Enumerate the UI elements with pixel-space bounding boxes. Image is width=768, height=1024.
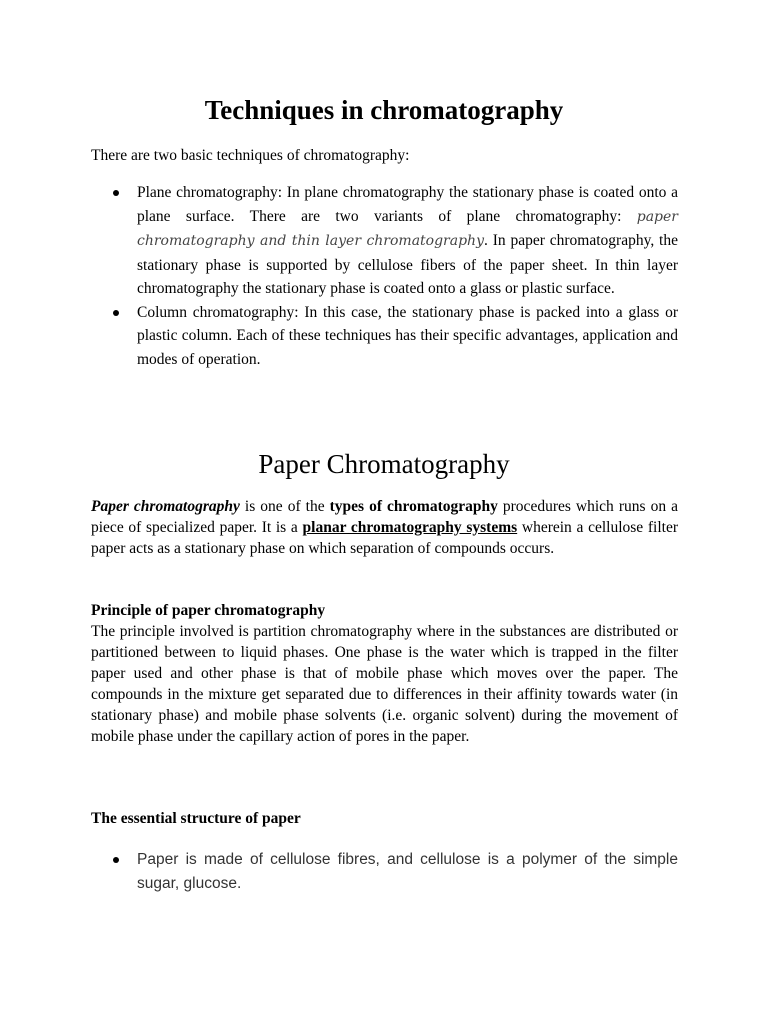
bullet-icon (113, 310, 119, 316)
plane-text-start: Plane chromatography: In plane chromatography the stationary phase is coated onto a plane surface. There are two variants of plane chromatography: (137, 184, 678, 225)
principle-heading: Principle of paper chromatography (91, 602, 326, 619)
column-text: Column chromatography: In this case, the stationary phase is packed into a glass or plastic column. Each of these techniques has their specific advantages, application and modes of operation. (137, 303, 678, 368)
section-title: Paper Chromatography (258, 449, 510, 479)
link-types-of-chromatography[interactable]: types of chromatography (329, 498, 498, 515)
document-title: Techniques in chromatography (204, 95, 564, 125)
list-item-column (91, 301, 678, 372)
list-item-cellulose (91, 848, 678, 895)
plane-variants-italic: paper chromatography and thin layer chromatography (137, 208, 678, 249)
term-paper-chromatography: Paper chromatography (91, 498, 240, 515)
paper-text-3: wherein a cellulose filter paper acts as a stationary phase on which separation of compounds occurs. (91, 519, 678, 557)
paper-text-1: is one of the (239, 498, 330, 515)
bullet-icon (113, 857, 119, 863)
paper-chromatography-paragraph (91, 496, 678, 559)
principle-section (91, 600, 678, 747)
structure-heading: The essential structure of paper (91, 810, 301, 827)
structure-list (91, 848, 678, 895)
intro-text: There are two basic techniques of chromatography: (91, 147, 410, 164)
list-item-plane (91, 181, 678, 301)
link-planar-chromatography[interactable]: planar chromatography systems (302, 519, 518, 536)
principle-text: The principle involved is partition chromatography where in the substances are distributed or partitioned between to liquid phases. One phase is the water which is trapped in the filter paper used and other phase is that of mobile phase which moves over the paper. The compounds in the mixture get separated due to differences in their affinity towards water (in stationary phase) and mobile phase solvents (i.e. organic solvent) during the movement of mobile phase under the capillary action of pores in the paper. (91, 623, 678, 745)
plane-text-end: . In paper chromatography, the stationary phase is supported by cellulose fibers of the paper sheet. In thin layer chromatography the stationary phase is coated onto a glass or plastic surface. (137, 232, 678, 297)
paper-text-2: procedures which runs on a piece of specialized paper. It is a (91, 498, 678, 536)
bullet-icon (113, 190, 119, 196)
techniques-list (91, 181, 678, 371)
cellulose-text: Paper is made of cellulose fibres, and cellulose is a polymer of the simple sugar, glucose. (137, 851, 678, 892)
